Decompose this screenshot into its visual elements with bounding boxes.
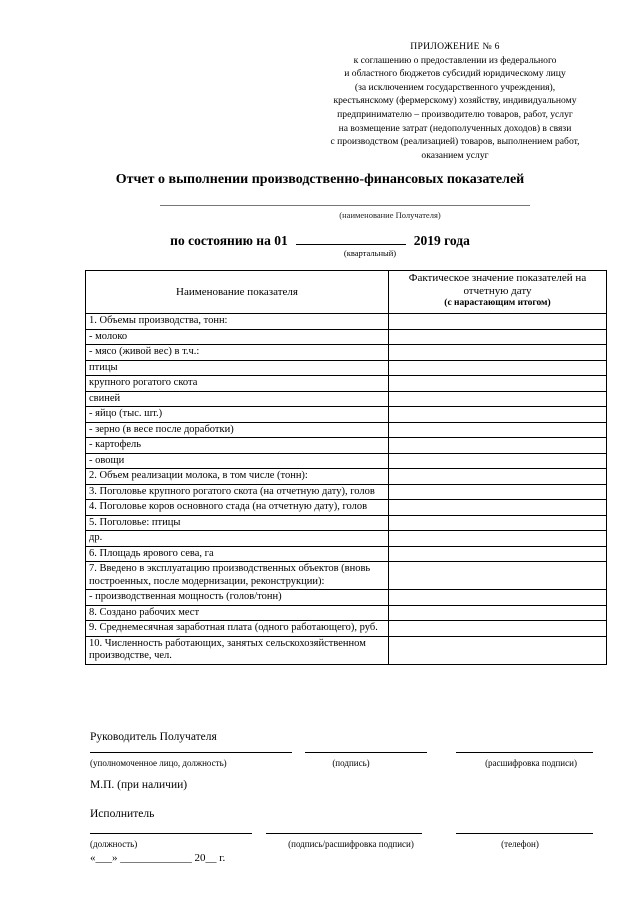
report-date-line [0,232,640,249]
executor-post-line [90,833,252,834]
date-blank [296,232,406,245]
indicator-value-cell[interactable] [389,360,607,376]
appendix-line: крестьянскому (фермерскому) хозяйству, индивидуальному [333,95,577,107]
table-row [86,391,607,407]
indicator-label: 9. Среднемесячная заработная плата (одного работающего), руб. [86,621,389,637]
date-day-blank: ___ [95,852,112,864]
indicator-value-cell[interactable] [389,407,607,423]
stamp-label: М.П. (при наличии) [90,779,188,791]
date-year-end: __ г. [205,852,226,864]
indicator-value-cell[interactable] [389,605,607,621]
column-header-value [389,271,607,314]
indicator-label: 8. Создано рабочих мест [86,605,389,621]
executor-label: Исполнитель [90,808,155,820]
column-header-value-sub: (с нарастающим итогом) [444,298,551,308]
head-label: Руководитель Получателя [90,731,217,743]
appendix-note [290,40,620,162]
indicator-label: 5. Поголовье: птицы [86,515,389,531]
indicator-label: крупного рогатого скота [86,376,389,392]
indicator-value-cell[interactable] [389,636,607,664]
indicator-value-cell[interactable] [389,438,607,454]
indicator-label: 1. Объемы производства, тонн: [86,314,389,330]
date-open-quote: « [90,852,96,864]
indicator-label: 3. Поголовье крупного рогатого скота (на отчетную дату), голов [86,484,389,500]
appendix-line: к соглашению о предоставлении из федерального [353,54,557,66]
caption-sign-decoding: (подпись/расшифровка подписи) [288,839,414,849]
indicator-value-cell[interactable] [389,329,607,345]
indicator-label: 6. Площадь ярового сева, га [86,546,389,562]
indicator-value-cell[interactable] [389,621,607,637]
table-row [86,407,607,423]
table-row [86,376,607,392]
table-row [86,515,607,531]
table-row [86,531,607,547]
appendix-line: (за исключением государственного учреждения), [354,81,556,93]
table-row [86,636,607,664]
column-header-value-text: Фактическое значение показателей на отчетную дату [408,272,587,297]
date-caption: (квартальный) [343,248,397,258]
indicator-value-cell[interactable] [389,376,607,392]
document-title: Отчет о выполнении производственно-финансовых показателей [115,172,525,187]
table-row [86,484,607,500]
indicator-value-cell[interactable] [389,469,607,485]
signature-line [305,752,427,753]
table-row [86,469,607,485]
position-line [90,752,292,753]
recipient-caption: (наименование Получателя) [339,210,441,220]
indicator-label: 10. Численность работающих, занятых сельскохозяйственном производстве, чел. [86,636,389,664]
table-row [86,562,607,590]
table-row [86,500,607,516]
table-row [86,621,607,637]
indicator-label: свиней [86,391,389,407]
table-row [86,438,607,454]
caption-post: (должность) [90,839,138,849]
indicator-value-cell[interactable] [389,562,607,590]
indicator-label: - мясо (живой вес) в т.ч.: [86,345,389,361]
caption-decoding: (расшифровка подписи) [485,758,577,768]
indicator-value-cell[interactable] [389,391,607,407]
indicator-label: - картофель [86,438,389,454]
indicator-label: 2. Объем реализации молока, в том числе (тонн): [86,469,389,485]
appendix-line: и областного бюджетов субсидий юридическому лицу [344,68,566,80]
caption-phone: (телефон) [501,839,539,849]
date-field [90,852,225,864]
table-row [86,590,607,606]
indicator-value-cell[interactable] [389,422,607,438]
indicator-value-cell[interactable] [389,500,607,516]
caption-position: (уполномоченное лицо, должность) [90,758,227,768]
appendix-line: с производством (реализацией) товаров, выполнением работ, [330,136,580,148]
appendix-line: оказанием услуг [421,149,489,161]
indicator-label: 4. Поголовье коров основного стада (на отчетную дату), голов [86,500,389,516]
recipient-blank-line [160,205,530,206]
indicator-value-cell[interactable] [389,453,607,469]
indicator-label: - овощи [86,453,389,469]
table-row [86,360,607,376]
table-header-row [86,271,607,314]
table-row [86,345,607,361]
indicator-label: др. [86,531,389,547]
indicator-label: - молоко [86,329,389,345]
indicator-value-cell[interactable] [389,314,607,330]
indicator-value-cell[interactable] [389,484,607,500]
date-month-blank: _____________ [120,852,192,864]
appendix-line: на возмещение затрат (недополученных доходов) в связи [338,122,572,134]
indicator-value-cell[interactable] [389,531,607,547]
table-row [86,546,607,562]
indicator-label: птицы [86,360,389,376]
indicator-label: 7. Введено в эксплуатацию производственных объектов (вновь построенных, после модернизации, реконструкции): [86,562,389,590]
executor-phone-line [456,833,593,834]
date-year: 20 [194,852,206,864]
date-suffix: 2019 года [413,233,470,248]
indicators-table [85,270,607,665]
date-prefix: по состоянию на 01 [170,233,288,248]
indicator-label: - зерно (в весе после доработки) [86,422,389,438]
indicator-value-cell[interactable] [389,515,607,531]
decoding-line [456,752,593,753]
caption-signature: (подпись) [332,758,370,768]
table-row [86,314,607,330]
appendix-line: предпринимателю – производителю товаров, работ, услуг [337,108,573,120]
appendix-heading: ПРИЛОЖЕНИЕ № 6 [410,41,500,52]
table-row [86,422,607,438]
table-row [86,329,607,345]
table-row [86,453,607,469]
indicator-value-cell[interactable] [389,546,607,562]
indicator-value-cell[interactable] [389,345,607,361]
table-body [86,314,607,665]
indicator-value-cell[interactable] [389,590,607,606]
date-close-quote: » [112,852,118,864]
executor-sign-line [266,833,422,834]
indicator-label: - производственная мощность (голов/тонн) [86,590,389,606]
table-row [86,605,607,621]
column-header-indicator: Наименование показателя [86,271,389,314]
indicator-label: - яйцо (тыс. шт.) [86,407,389,423]
